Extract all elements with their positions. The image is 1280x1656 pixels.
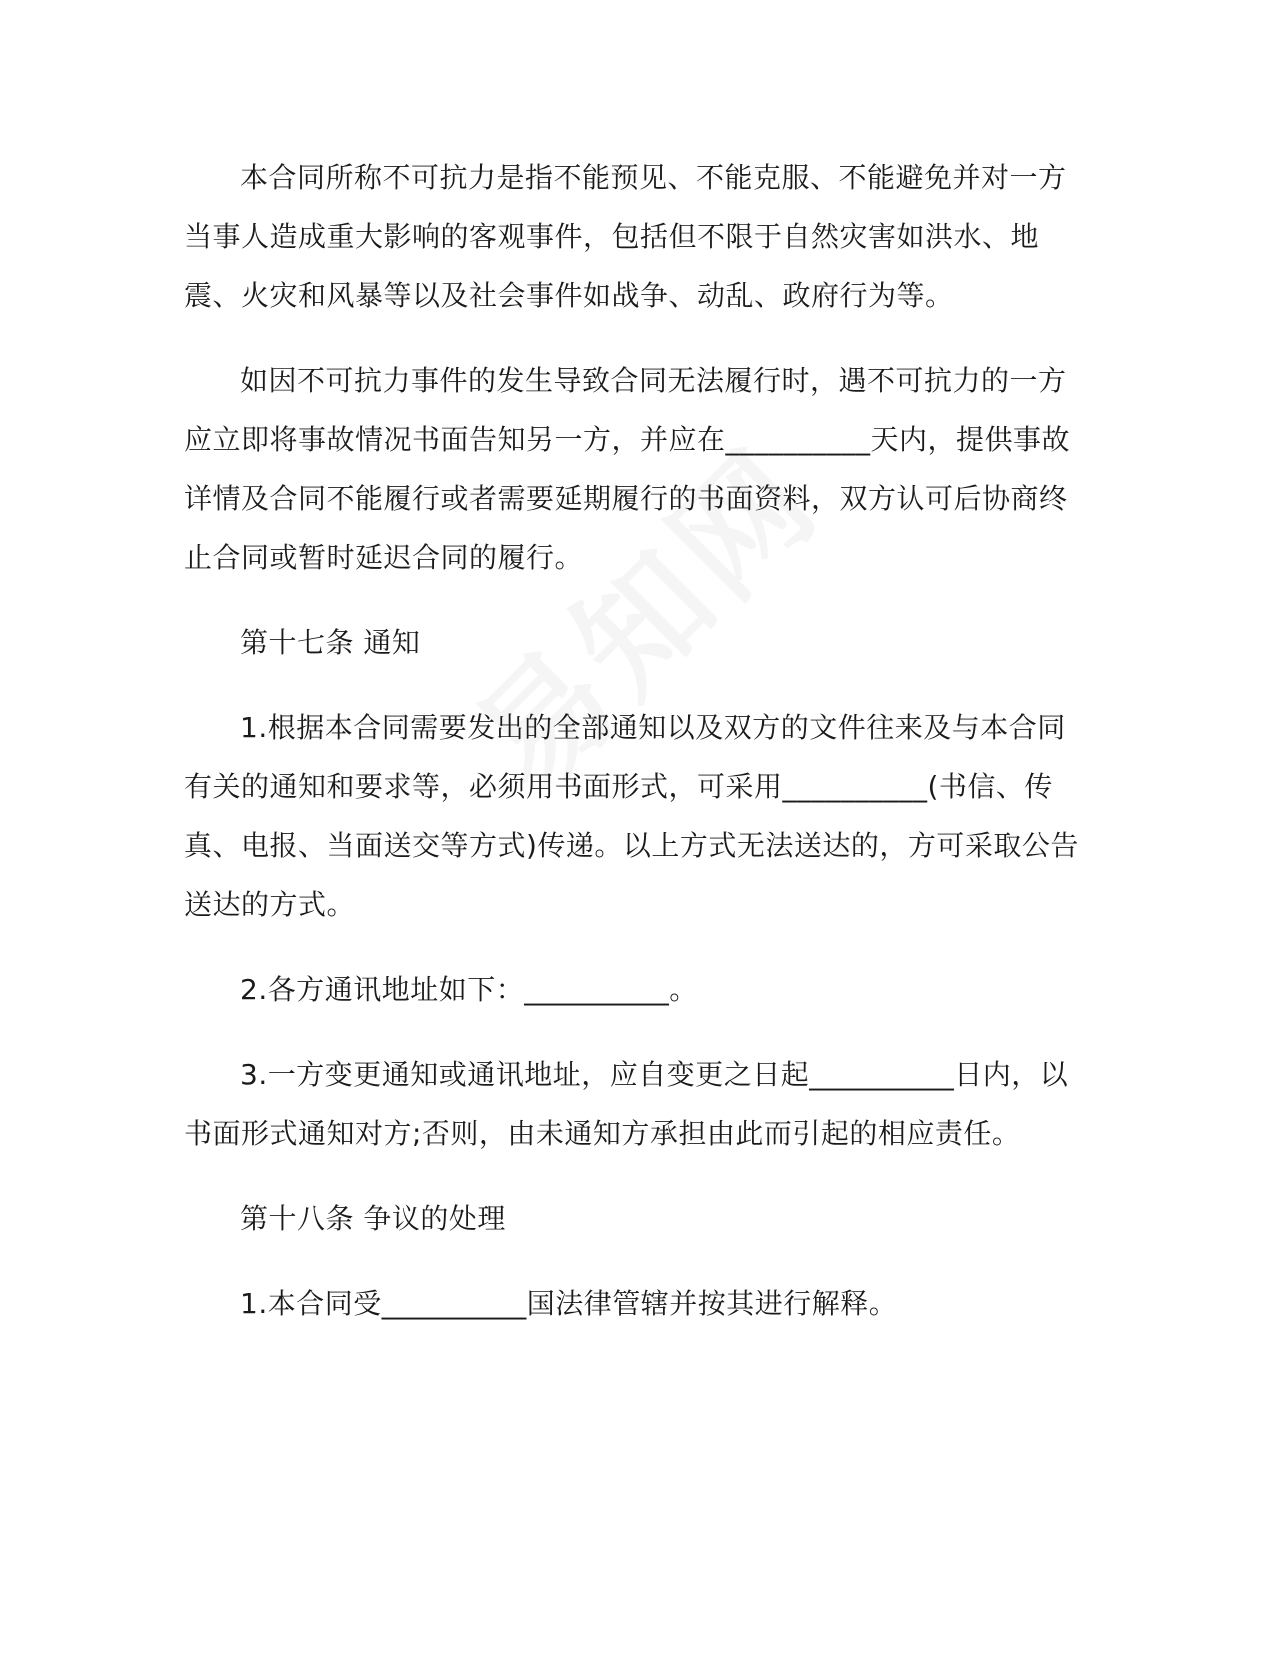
heading-article-18: 第十八条 争议的处理 [240, 1202, 506, 1235]
spacer [184, 672, 1084, 698]
spacer [184, 587, 1084, 613]
paragraph-governing-law: 1.本合同受__________国法律管辖并按其进行解释。 [240, 1287, 898, 1320]
spacer [184, 1248, 1084, 1274]
paragraph-force-majeure-definition: 本合同所称不可抗力是指不能预见、不能克服、不能避免并对一方当事人造成重大影响的客观事件，包括但不限于自然灾害如洪水、地震、火灾和风暴等以及社会事件如战争、动乱、政府行为等。 [184, 161, 1067, 312]
paragraph-notice-form: 1.根据本合同需要发出的全部通知以及双方的文件往来及与本合同有关的通知和要求等，必须用书面形式，可采用__________(书信、传真、电报、当面送交等方式)传递。以上方式无法送达的，方可采取公告送达的方式。 [184, 711, 1079, 921]
heading-article-17: 第十七条 通知 [240, 626, 421, 659]
paragraph-force-majeure-notice: 如因不可抗力事件的发生导致合同无法履行时，遇不可抗力的一方应立即将事故情况书面告知另一方，并应在__________天内，提供事故详情及合同不能履行或者需要延期履行的书面资料，双方认可后协商终止合同或暂时延迟合同的履行。 [184, 364, 1071, 574]
spacer [184, 1019, 1084, 1045]
document-body [184, 148, 1084, 1333]
paragraph-notice-address: 2.各方通讯地址如下：__________。 [240, 973, 698, 1006]
spacer [184, 325, 1084, 351]
spacer [184, 1163, 1084, 1189]
spacer [184, 934, 1084, 960]
paragraph-address-change: 3.一方变更通知或通讯地址，应自变更之日起__________日内，以书面形式通知对方;否则，由未通知方承担由此而引起的相应责任。 [184, 1058, 1069, 1150]
